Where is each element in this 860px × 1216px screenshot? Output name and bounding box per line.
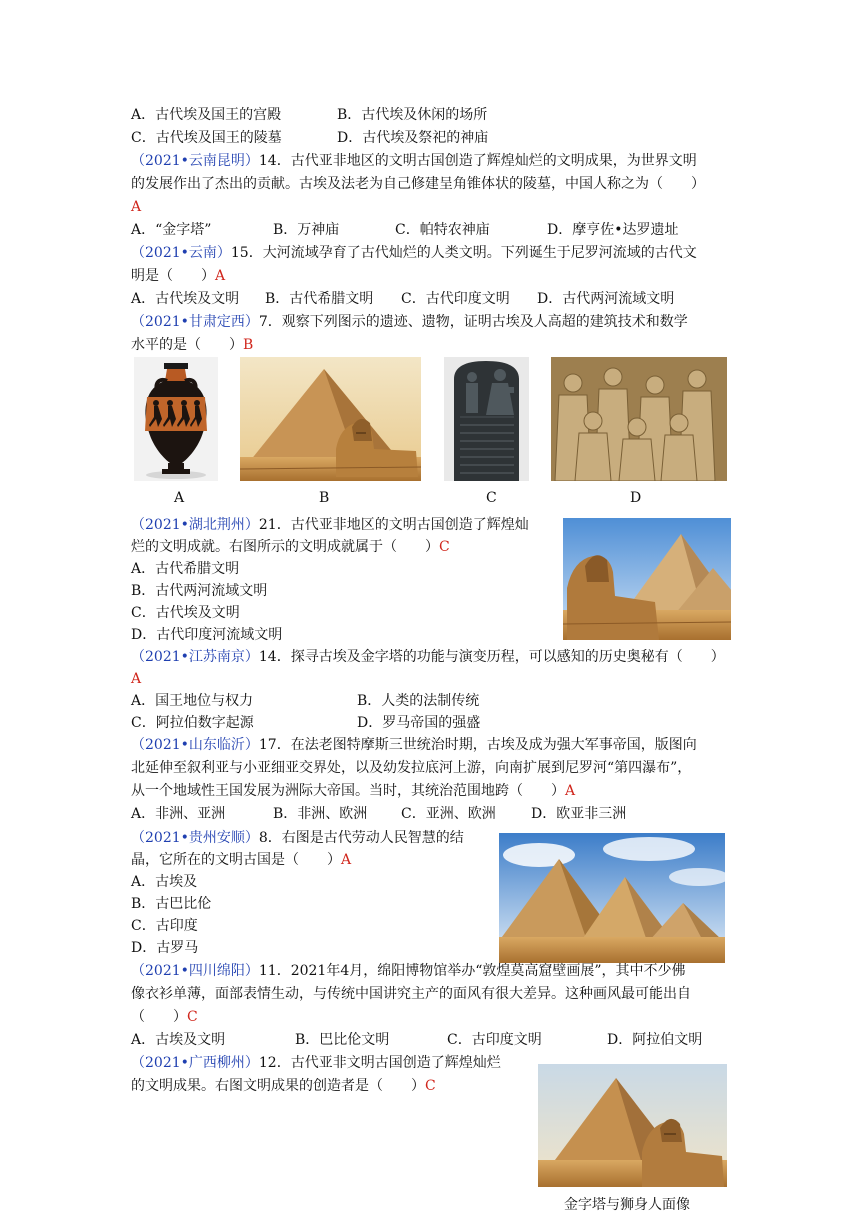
q7gs-stem-line1: （2021•甘肃定西）7．观察下列图示的遗迹、遗物，证明古埃及人高超的建筑技术和数学	[131, 314, 688, 330]
q15yn-stem-line1: （2021•云南）15．大河流域孕育了古代灿烂的人类文明。下列诞生于尼罗河流域的古代文	[131, 245, 697, 261]
q15yn-option-a: A．古代埃及文明	[131, 291, 240, 307]
q12gx-image-caption: 金字塔与狮身人面像	[564, 1197, 690, 1213]
amphora-image	[134, 357, 218, 481]
q8gz-stem-line1: （2021•贵州安顺）8．右图是古代劳动人民智慧的结	[131, 830, 464, 846]
q21hb-option-b: B．古代两河流域文明	[131, 583, 268, 599]
q14nj-option-b: B．人类的法制传统	[357, 693, 480, 709]
q21hb-answer: C	[439, 539, 450, 555]
q7gs-answer: B	[243, 337, 254, 353]
q17sd-stem-line2: 北延伸至叙利亚与小亚细亚交界处，以及幼发拉底河上游，向南扩展到尼罗河“第四瀑布”，	[131, 760, 692, 776]
q15yn-source: （2021•云南）	[131, 245, 231, 261]
q14km-answer-line	[131, 196, 141, 218]
q21hb-source: （2021•湖北荆州）	[131, 517, 259, 533]
q13-option-c: C．古代埃及国王的陵墓	[131, 130, 282, 146]
terracotta-warriors-image	[551, 357, 727, 481]
q17sd-option-a: A．非洲、亚洲	[131, 806, 226, 822]
q14nj-source: （2021•江苏南京）	[131, 649, 259, 665]
pyramid-sphinx-image-q12	[538, 1064, 727, 1187]
q14km-answer: A	[131, 199, 142, 215]
q14nj-option-c: C．阿拉伯数字起源	[131, 715, 254, 731]
q15yn-option-c: C．古代印度文明	[401, 291, 510, 307]
q15yn-stem-line2: 明是（ ）A	[131, 268, 226, 284]
three-pyramids-image	[499, 833, 725, 963]
q14km-stem: 14．古代亚非地区的文明古国创造了辉煌灿烂的文明成果，为世界文明	[258, 153, 697, 169]
q21hb-option-a: A．古代希腊文明	[131, 561, 240, 577]
q21hb-stem-line2: 烂的文明成就。右图所示的文明成就属于（ ）C	[131, 539, 450, 555]
q15yn-option-d: D．古代两河流域文明	[537, 291, 675, 307]
q17sd-stem-line1: （2021•山东临沂）17．在法老图特摩斯三世统治时期，古埃及成为强大军事帝国，版图向	[131, 737, 697, 753]
q14km-stem-line1	[131, 150, 697, 172]
q17sd-source: （2021•山东临沂）	[131, 737, 259, 753]
q11sc-stem-line1: （2021•四川绵阳）11．2021年4月，绵阳博物馆举办“敦煌莫高窟壁画展”，其中不少佛	[131, 963, 686, 979]
q15yn-answer: A	[215, 268, 226, 284]
q14nj-answer-line	[131, 668, 141, 690]
q8gz-option-d: D．古罗马	[131, 940, 199, 956]
q7gs-stem-line2: 水平的是（ ）B	[131, 337, 254, 353]
sphinx-pyramid-image-q21	[563, 518, 731, 640]
q11sc-stem-line2: 像衣衫单薄，面部表情生动，与传统中国讲究主产的面风有很大差异。这种画风最可能出自	[131, 986, 691, 1002]
pyramid-sphinx-image-b	[240, 357, 421, 481]
q11sc-option-b: B．巴比伦文明	[295, 1032, 390, 1048]
q8gz-option-c: C．古印度	[131, 918, 198, 934]
q8gz-answer: A	[341, 852, 352, 868]
q12gx-stem-line2: 的文明成果。右图文明成果的创造者是（ ）C	[131, 1078, 436, 1094]
q17sd-option-b: B．非洲、欧洲	[273, 806, 368, 822]
q17sd-option-c: C．亚洲、欧洲	[401, 806, 496, 822]
q11sc-option-a: A．古埃及文明	[131, 1032, 226, 1048]
q14km-option-c: C．帕特农神庙	[395, 222, 490, 238]
image-label-b: B	[319, 490, 330, 506]
q13-option-a: A．古代埃及国王的宫殿	[131, 107, 282, 123]
q14km-option-a: A．“金字塔”	[131, 222, 212, 238]
q11sc-source: （2021•四川绵阳）	[131, 963, 259, 979]
q11sc-option-d: D．阿拉伯文明	[607, 1032, 703, 1048]
q12gx-stem-line1: （2021•广西柳州）12．古代亚非文明古国创造了辉煌灿烂	[131, 1055, 501, 1071]
q14nj-option-d: D．罗马帝国的强盛	[357, 715, 481, 731]
q14km-stem-line2: 的发展作出了杰出的贡献。古埃及法老为自己修建呈角锥体状的陵墓，中国人称之为（ ）	[131, 176, 705, 192]
q21hb-option-c: C．古代埃及文明	[131, 605, 240, 621]
q13-option-d: D．古代埃及祭祀的神庙	[337, 130, 489, 146]
q17sd-option-d: D．欧亚非三洲	[531, 806, 627, 822]
q21hb-stem-line1: （2021•湖北荆州）21．古代亚非地区的文明古国创造了辉煌灿	[131, 517, 529, 533]
q14nj-option-a: A．国王地位与权力	[131, 693, 254, 709]
q15yn-option-b: B．古代希腊文明	[265, 291, 374, 307]
q14nj-answer: A	[131, 671, 142, 687]
q7gs-source: （2021•甘肃定西）	[131, 314, 259, 330]
image-label-d: D	[630, 490, 642, 506]
q21hb-option-d: D．古代印度河流域文明	[131, 627, 283, 643]
q11sc-option-c: C．古印度文明	[447, 1032, 542, 1048]
q17sd-stem-line3: 从一个地域性王国发展为洲际大帝国。当时，其统治范围地跨（ ）A	[131, 783, 576, 799]
q12gx-answer: C	[425, 1078, 436, 1094]
q14km-option-b: B．万神庙	[273, 222, 340, 238]
q14km-source: （2021•云南昆明）	[131, 153, 259, 169]
q8gz-option-a: A．古埃及	[131, 874, 198, 890]
q14km-option-d: D．摩亨佐•达罗遗址	[547, 222, 679, 238]
q11sc-stem-line3: （ ）C	[131, 1009, 198, 1025]
q13-option-b: B．古代埃及休闲的场所	[337, 107, 488, 123]
stele-image	[444, 357, 529, 481]
image-label-c: C	[486, 490, 497, 506]
q8gz-option-b: B．古巴比伦	[131, 896, 212, 912]
image-label-a: A	[174, 490, 185, 506]
q8gz-stem-line2: 晶，它所在的文明古国是（ ）A	[131, 852, 352, 868]
q11sc-answer: C	[187, 1009, 198, 1025]
q17sd-answer: A	[565, 783, 576, 799]
q14nj-stem-line1: （2021•江苏南京）14．探寻古埃及金字塔的功能与演变历程，可以感知的历史奥秘有（ ）	[131, 649, 725, 665]
q12gx-source: （2021•广西柳州）	[131, 1055, 259, 1071]
q8gz-source: （2021•贵州安顺）	[131, 830, 259, 846]
